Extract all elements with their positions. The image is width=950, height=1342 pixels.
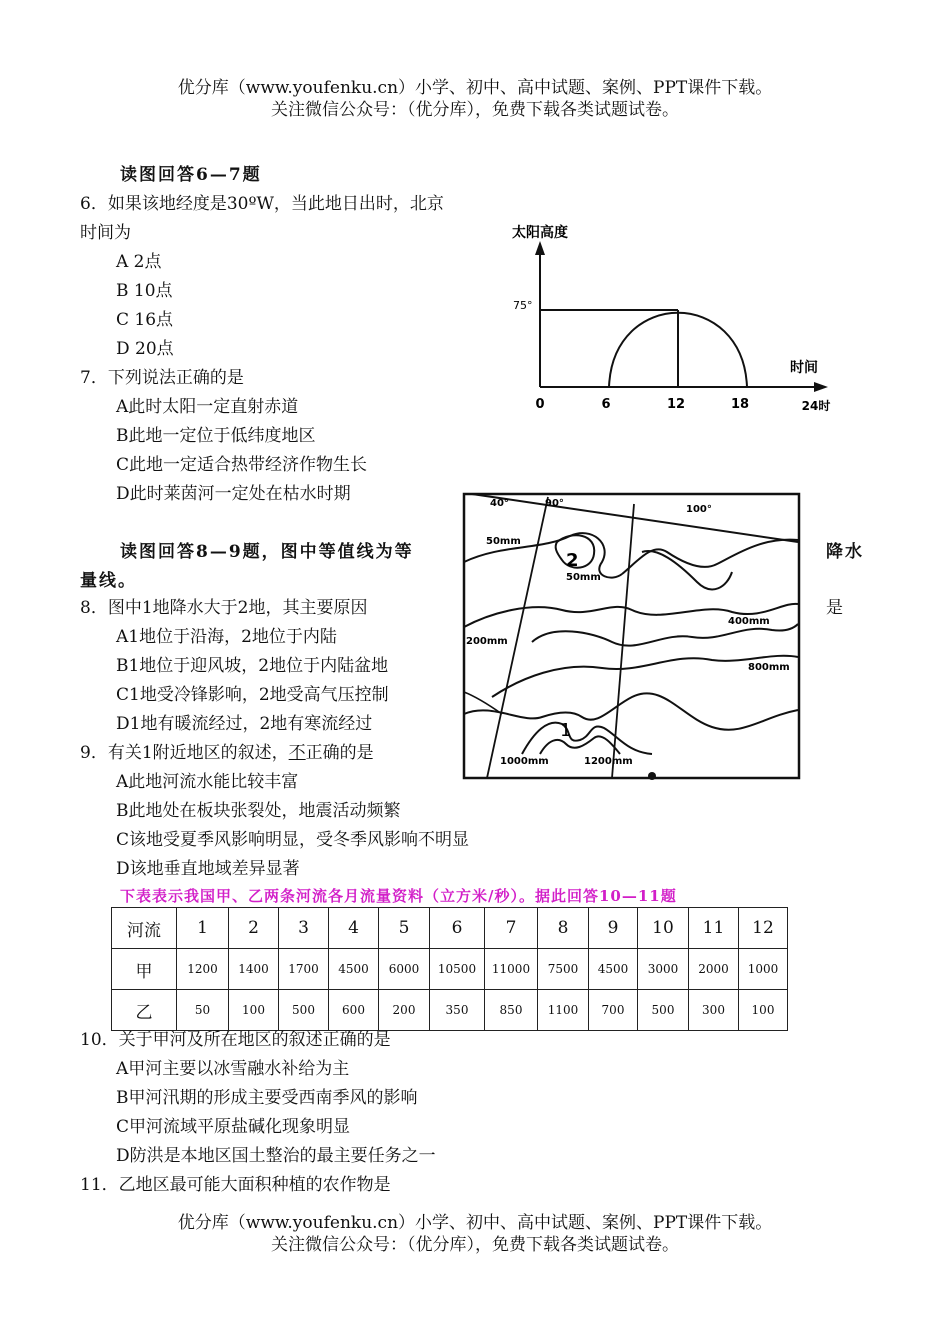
q8-option-c: C1地受冷锋影响，2地受高气压控制 — [116, 685, 389, 705]
q10-option-d: D防洪是本地区国土整治的最主要任务之一 — [116, 1146, 436, 1166]
q7-option-a: A此时太阳一定直射赤道 — [116, 397, 299, 417]
q6-option-a: A 2点 — [116, 252, 162, 272]
chart-x-arrow — [814, 382, 828, 392]
q11-stem: 11．乙地区最可能大面积种植的农作物是 — [80, 1175, 391, 1195]
map-isoline-nested — [642, 551, 732, 589]
flow-header-cell: 1 — [177, 908, 229, 949]
flow-cell: 200 — [379, 990, 430, 1031]
map-lon-100: 100° — [686, 504, 712, 515]
map-point-1: 1 — [560, 720, 572, 741]
flow-cell: 350 — [430, 990, 485, 1031]
map-label-200mm: 200mm — [466, 636, 508, 647]
flow-header-cell: 11 — [689, 908, 739, 949]
flow-header-cell: 6 — [430, 908, 485, 949]
q7-option-b: B此地一定位于低纬度地区 — [116, 426, 316, 446]
flow-cell: 10500 — [430, 949, 485, 990]
flow-cell: 600 — [329, 990, 379, 1031]
flow-cell: 3000 — [638, 949, 689, 990]
map-isoline-1000 — [464, 693, 798, 729]
sun-altitude-chart — [500, 215, 845, 415]
q7-option-d: D此时莱茵河一定处在枯水时期 — [116, 484, 351, 504]
flow-header-cell: 9 — [589, 908, 638, 949]
section1-title: 读图回答6—7题 — [120, 165, 262, 185]
flow-table-header-row — [112, 908, 788, 949]
chart-xtick-24: 24时 — [801, 399, 831, 413]
q10-stem: 10．关于甲河及所在地区的叙述正确的是 — [80, 1030, 391, 1050]
map-label-50mm-west: 50mm — [486, 536, 521, 547]
map-isoline-400 — [532, 624, 798, 646]
q9-option-a: A此地河流水能比较丰富 — [116, 772, 299, 792]
flow-header-cell: 10 — [638, 908, 689, 949]
flow-row-name: 乙 — [112, 990, 177, 1031]
chart-ymark-75: 75° — [513, 299, 533, 312]
map-label-1200mm: 1200mm — [584, 756, 633, 767]
flow-cell: 500 — [279, 990, 329, 1031]
flow-cell: 11000 — [485, 949, 538, 990]
flow-cell: 500 — [638, 990, 689, 1031]
chart-xtick-0: 0 — [535, 397, 545, 412]
map-isoline-1200 — [522, 723, 652, 754]
flow-cell: 700 — [589, 990, 638, 1031]
flow-cell: 2000 — [689, 949, 739, 990]
flow-cell: 1000 — [739, 949, 788, 990]
section2-title-cont: 量线。 — [80, 571, 137, 591]
flow-table — [111, 907, 788, 1031]
q9-stem-prefix: 9．有关1附近地区的叙述， — [80, 743, 289, 763]
flow-cell: 300 — [689, 990, 739, 1031]
flow-header-cell: 12 — [739, 908, 788, 949]
flow-cell: 6000 — [379, 949, 430, 990]
flow-cell: 4500 — [589, 949, 638, 990]
flow-cell: 100 — [739, 990, 788, 1031]
footer-line-2: 关注微信公众号：（优分库），免费下载各类试题试卷。 — [271, 1235, 679, 1255]
header-line-1: 优分库（www.youfenku.cn）小学、初中、高中试题、案例、PPT课件下载。 — [177, 78, 773, 98]
q7-option-c: C此地一定适合热带经济作物生长 — [116, 455, 368, 475]
map-label-400mm: 400mm — [728, 616, 770, 627]
flow-header-cell: 2 — [229, 908, 279, 949]
section2-title: 读图回答8—9题，图中等值线为等 — [120, 542, 414, 562]
chart-y-arrow — [535, 241, 545, 255]
flow-cell: 7500 — [538, 949, 589, 990]
map-label-50mm-basin: 50mm — [566, 572, 601, 583]
footer-line-1: 优分库（www.youfenku.cn）小学、初中、高中试题、案例、PPT课件下载。 — [177, 1213, 773, 1233]
flow-header-cell: 7 — [485, 908, 538, 949]
q6-option-c: C 16点 — [116, 310, 174, 330]
flow-row-name: 甲 — [112, 949, 177, 990]
map-point-2: 2 — [566, 550, 579, 571]
q9-stem — [80, 742, 374, 764]
map-lon-90: 90° — [545, 498, 564, 509]
q8-stem-right: 是 — [826, 598, 843, 618]
q10-option-a: A甲河主要以冰雪融水补给为主 — [116, 1059, 350, 1079]
chart-xtick-6: 6 — [601, 397, 611, 412]
map-parallel-line — [472, 494, 798, 542]
flow-table-row-yi — [112, 990, 788, 1031]
q10-option-b: B甲河汛期的形成主要受西南季风的影响 — [116, 1088, 418, 1108]
header-line-2: 关注微信公众号：（优分库），免费下载各类试题试卷。 — [271, 100, 679, 120]
q9-option-b: B此地处在板块张裂处，地震活动频繁 — [116, 801, 401, 821]
flow-cell: 1400 — [229, 949, 279, 990]
flow-header-cell: 3 — [279, 908, 329, 949]
chart-xtick-18: 18 — [730, 397, 750, 412]
flow-header-cell: 4 — [329, 908, 379, 949]
map-lon-40: 40° — [490, 498, 509, 509]
q8-option-a: A1地位于沿海，2地位于内陆 — [116, 627, 337, 647]
q9-stem-suffix: 正确的是 — [305, 743, 374, 763]
map-isoline-50-east — [622, 540, 798, 574]
q8-stem: 8．图中1地降水大于2地，其主要原因 — [80, 598, 368, 618]
q10-option-c: C甲河流域平原盐碱化现象明显 — [116, 1117, 351, 1137]
section2-title-right: 降水 — [826, 542, 864, 562]
map-label-800mm: 800mm — [748, 662, 790, 673]
flow-cell: 1200 — [177, 949, 229, 990]
q6-stem-line1: 6．如果该地经度是30ºW，当此地日出时，北京 — [80, 194, 444, 214]
flow-cell: 850 — [485, 990, 538, 1031]
q6-option-b: B 10点 — [116, 281, 173, 301]
q7-stem: 7．下列说法正确的是 — [80, 368, 244, 388]
flow-cell: 1700 — [279, 949, 329, 990]
map-label-1000mm: 1000mm — [500, 756, 549, 767]
q9-option-d: D该地垂直地域差异显著 — [116, 859, 300, 879]
q6-stem-line2: 时间为 — [80, 223, 131, 243]
chart-ylabel: 太阳高度 — [512, 225, 568, 241]
chart-xtick-12: 12 — [666, 397, 686, 412]
isohyet-map — [462, 492, 802, 782]
q9-option-c: C该地受夏季风影响明显，受冬季风影响不明显 — [116, 830, 470, 850]
chart-xlabel: 时间 — [790, 360, 818, 376]
q8-option-d: D1地有暖流经过，2地有寒流经过 — [116, 714, 373, 734]
flow-header-cell: 5 — [379, 908, 430, 949]
q8-option-b: B1地位于迎风坡，2地位于内陆盆地 — [116, 656, 389, 676]
flow-cell: 50 — [177, 990, 229, 1031]
flow-cell: 1100 — [538, 990, 589, 1031]
flow-cell: 4500 — [329, 949, 379, 990]
map-river-mouth — [648, 772, 656, 780]
flow-table-row-jia — [112, 949, 788, 990]
flow-header-cell: 河流 — [112, 908, 177, 949]
flow-header-cell: 8 — [538, 908, 589, 949]
q9-stem-underline: 不 — [288, 743, 306, 763]
section3-title: 下表表示我国甲、乙两条河流各月流量资料（立方米/秒）。据此回答10—11题 — [120, 887, 677, 905]
flow-cell: 100 — [229, 990, 279, 1031]
q6-option-d: D 20点 — [116, 339, 174, 359]
